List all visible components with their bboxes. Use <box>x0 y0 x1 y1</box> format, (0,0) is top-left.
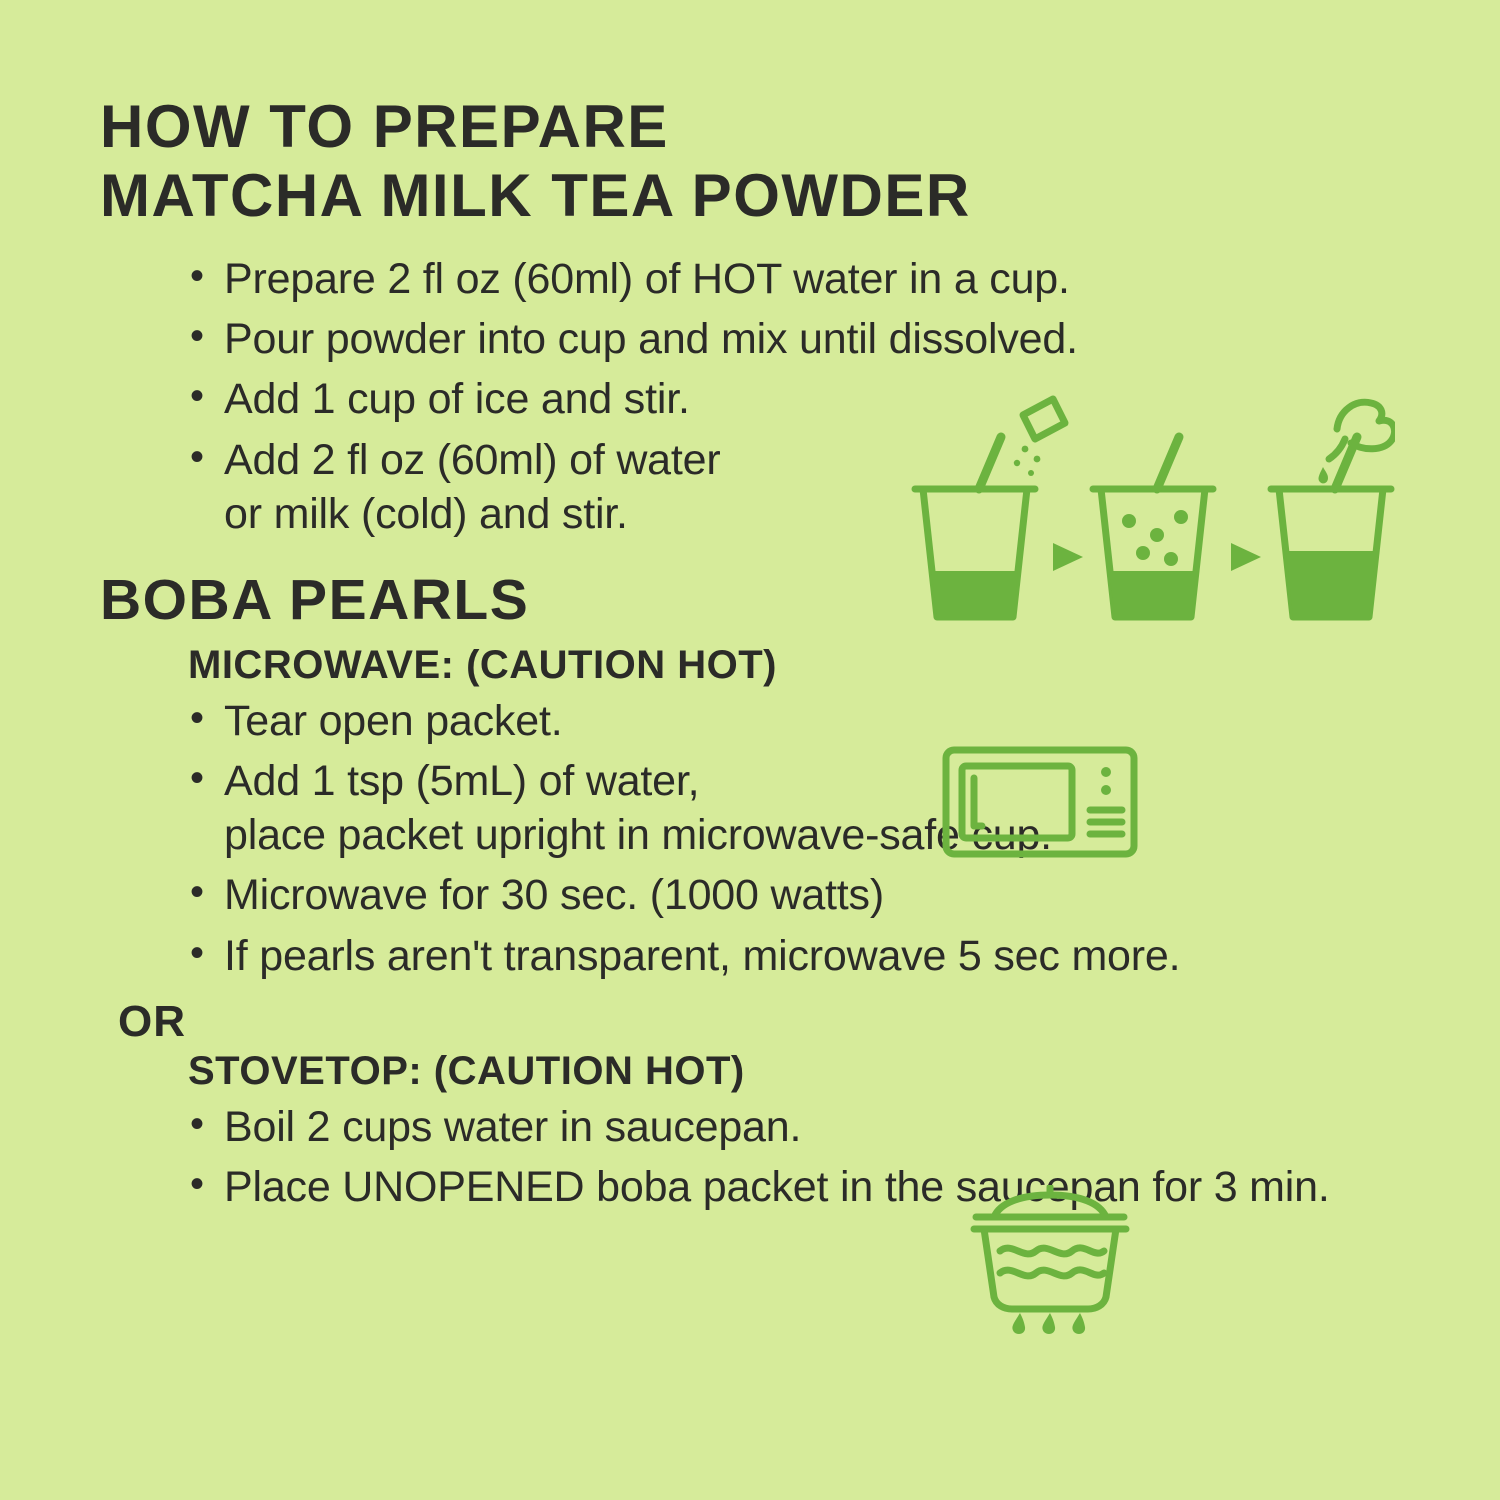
microwave-subheading: MICROWAVE: (CAUTION HOT) <box>188 642 777 687</box>
step-text: Add 1 tsp (5mL) of water, <box>224 757 700 806</box>
microwave-icon <box>940 740 1140 870</box>
step-text: Add 1 cup of ice and stir. <box>224 375 690 424</box>
list-item <box>190 312 1420 366</box>
page-title <box>100 92 1420 230</box>
step-text: Place UNOPENED boba packet in the saucepan for 3 min. <box>224 1162 1330 1211</box>
stovetop-subheading: STOVETOP: (CAUTION HOT) <box>188 1048 745 1093</box>
step-text: Prepare 2 fl oz (60ml) of HOT water in a cup. <box>224 255 1070 303</box>
saucepan-icon <box>960 1185 1140 1335</box>
boba-heading: BOBA PEARLS <box>100 567 530 632</box>
microwave-steps-list <box>100 694 1420 983</box>
step-text: Boil 2 cups water in saucepan. <box>224 1102 802 1151</box>
list-item <box>190 252 1420 306</box>
list-item <box>190 754 1420 862</box>
list-item <box>190 868 1420 922</box>
page-title-line-1: HOW TO PREPARE <box>100 93 669 160</box>
or-divider-label: OR <box>118 996 186 1046</box>
list-item <box>190 929 1420 983</box>
step-text: Microwave for 30 sec. (1000 watts) <box>224 871 884 920</box>
step-text: Pour powder into cup and mix until dissolved. <box>224 315 1078 364</box>
boba-section <box>100 567 1420 1214</box>
step-text-continued: or milk (cold) and stir. <box>224 489 628 538</box>
list-item <box>190 694 1420 748</box>
list-item <box>190 1100 1420 1154</box>
list-item <box>190 1160 1420 1214</box>
step-text-continued: place packet upright in microwave-safe cup. <box>224 811 1052 860</box>
step-text: If pearls aren't transparent, microwave 5 sec more. <box>224 931 1181 980</box>
stovetop-steps-list <box>100 1100 1420 1214</box>
three-cups-preparation-diagram-icon <box>905 393 1395 628</box>
step-text: Add 2 fl oz (60ml) of water <box>224 435 721 484</box>
page-title-line-2: MATCHA MILK TEA POWDER <box>100 162 971 229</box>
step-text: Tear open packet. <box>224 696 563 745</box>
